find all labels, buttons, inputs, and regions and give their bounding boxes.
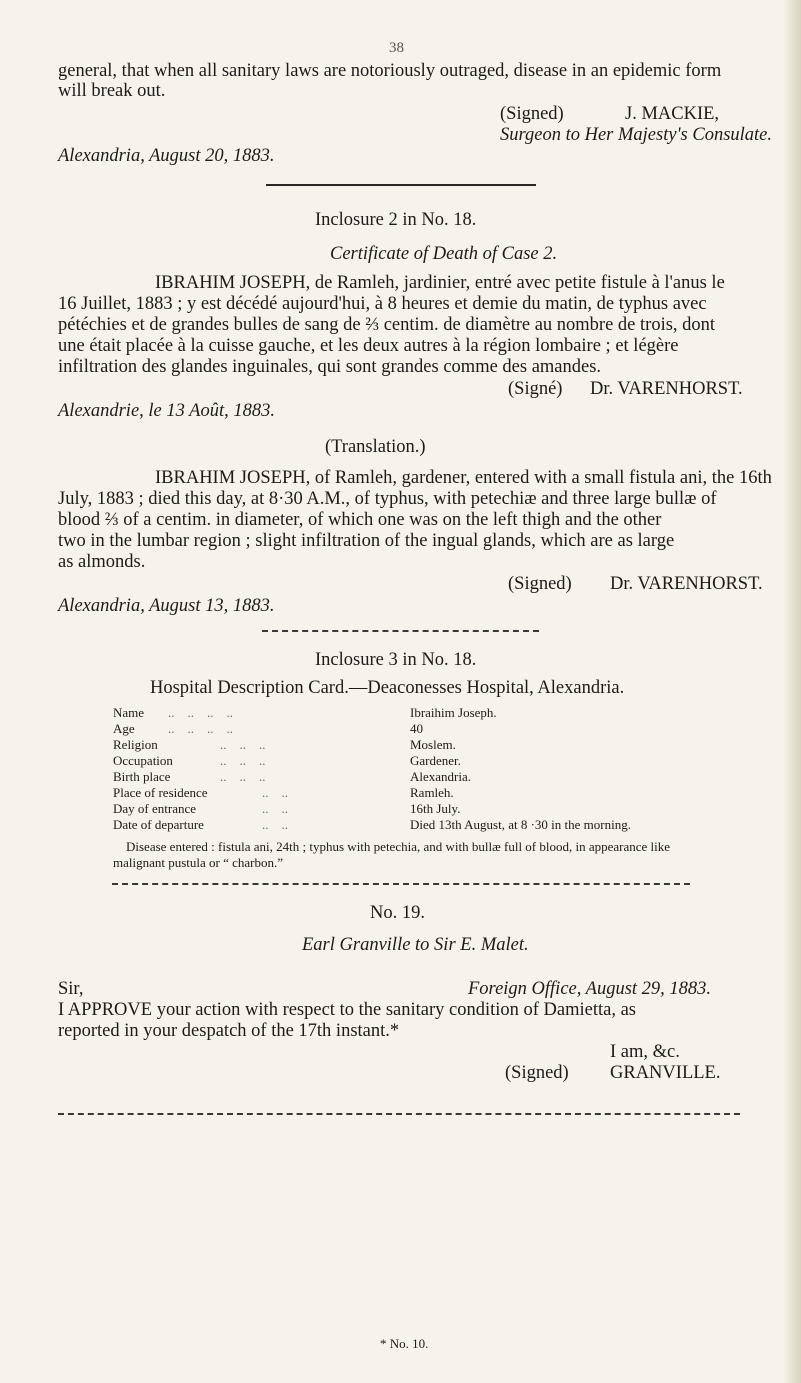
card-dots: .. ..: [262, 801, 288, 816]
card-label: Occupation: [113, 753, 173, 768]
french-place-date: Alexandrie, le 13 Août, 1883.: [58, 401, 275, 421]
no19-line-2: reported in your despatch of the 17th instant.*: [58, 1021, 400, 1041]
card-label: Age: [113, 721, 135, 736]
card-dots: .. .. .. ..: [168, 721, 233, 736]
card-label: Birth place: [113, 769, 171, 784]
english-place-date: Alexandria, August 13, 1883.: [58, 596, 275, 616]
mackie-place-date: Alexandria, August 20, 1883.: [58, 146, 275, 166]
card-dots: .. ..: [262, 785, 288, 800]
card-value: 16th July.: [410, 801, 461, 816]
inclosure2-heading: Inclosure 2 in No. 18.: [315, 210, 477, 230]
no19-heading: No. 19.: [370, 903, 425, 923]
no19-line-1: I APPROVE your action with respect to the sanitary condition of Damietta, as: [58, 1000, 637, 1020]
card-dots: .. .. ..: [220, 769, 266, 784]
french-line-5: infiltration des glandes inguinales, qui sont grandes comme des amandes.: [58, 357, 602, 377]
english-line-2: July, 1883 ; died this day, at 8·30 A.M., of typhus, with petechiæ and three large bullæ of: [58, 489, 717, 509]
english-line-5: as almonds.: [58, 552, 146, 572]
page-edge-shadow: [783, 0, 801, 1383]
section-rule-1: [266, 184, 536, 186]
mackie-line-2: will break out.: [58, 81, 166, 101]
french-line-3: pétéchies et de grandes bulles de sang de ⅔ centim. de diamètre au nombre de trois, dont: [58, 315, 716, 335]
english-line-3: blood ⅔ of a centim. in diameter, of which one was on the left thigh and the other: [58, 510, 662, 530]
card-label: Day of entrance: [113, 801, 197, 816]
french-signer: Dr. VARENHORST.: [590, 379, 743, 399]
card-value: Gardener.: [410, 753, 461, 768]
card-value: Moslem.: [410, 737, 456, 752]
french-signed: (Signé): [508, 379, 563, 399]
inclosure2-subheading: Certificate of Death of Case 2.: [330, 244, 558, 264]
section-rule-4: [58, 1113, 740, 1115]
card-value: Ramleh.: [410, 785, 454, 800]
page-number: 38: [389, 40, 404, 56]
french-line-4: une était placée à la cuisse gauche, et les deux autres à la région lombaire ; et légère: [58, 336, 679, 356]
card-dots: .. ..: [262, 817, 288, 832]
card-value: Ibraihim Joseph.: [410, 705, 497, 720]
card-label: Date of departure: [113, 817, 204, 832]
french-line-2: 16 Juillet, 1883 ; y est décédé aujourd'hui, à 8 heures et demie du matin, de typhus avec: [58, 294, 707, 314]
english-line-4: two in the lumbar region ; slight infiltration of the ingual glands, which are as large: [58, 531, 675, 551]
disease-line-1: Disease entered : fistula ani, 24th ; typhus with petechia, and with bullæ full of blood, in appearance like: [126, 839, 671, 854]
translation-label: (Translation.): [325, 437, 426, 457]
english-signer: Dr. VARENHORST.: [610, 574, 763, 594]
no19-salutation: Sir,: [58, 979, 84, 999]
no19-subheading: Earl Granville to Sir E. Malet.: [302, 935, 529, 955]
card-label: Place of residence: [113, 785, 208, 800]
card-dots: .. .. ..: [220, 753, 266, 768]
inclosure3-heading: Inclosure 3 in No. 18.: [315, 650, 477, 670]
card-title: Hospital Description Card.—Deaconesses Hospital, Alexandria.: [150, 678, 625, 698]
french-line-1: IBRAHIM JOSEPH, de Ramleh, jardinier, entré avec petite fistule à l'anus le: [155, 273, 725, 293]
mackie-title: Surgeon to Her Majesty's Consulate.: [500, 125, 773, 145]
card-dots: .. .. ..: [220, 737, 266, 752]
section-rule-2: [262, 630, 539, 632]
card-value: Alexandria.: [410, 769, 472, 784]
mackie-signer: J. MACKIE,: [625, 104, 720, 124]
card-label: Religion: [113, 737, 158, 752]
card-value: 40: [410, 721, 423, 736]
card-label: Name: [113, 705, 145, 720]
card-value: Died 13th August, at 8 ·30 in the morning.: [410, 817, 631, 832]
english-line-1: IBRAHIM JOSEPH, of Ramleh, gardener, entered with a small fistula ani, the 16th: [155, 468, 772, 488]
section-rule-3: [112, 883, 690, 885]
footnote: * No. 10.: [380, 1336, 429, 1351]
mackie-line-1: general, that when all sanitary laws are notoriously outraged, disease in an epidemic form: [58, 61, 722, 81]
card-dots: .. .. .. ..: [168, 705, 233, 720]
no19-signer: GRANVILLE.: [610, 1063, 721, 1083]
english-signed: (Signed): [508, 574, 572, 594]
no19-closing: I am, &c.: [610, 1042, 680, 1062]
no19-place-date: Foreign Office, August 29, 1883.: [468, 979, 712, 999]
disease-line-2: malignant pustula or “ charbon.”: [113, 855, 284, 870]
mackie-signed: (Signed): [500, 104, 564, 124]
no19-signed: (Signed): [505, 1063, 569, 1083]
